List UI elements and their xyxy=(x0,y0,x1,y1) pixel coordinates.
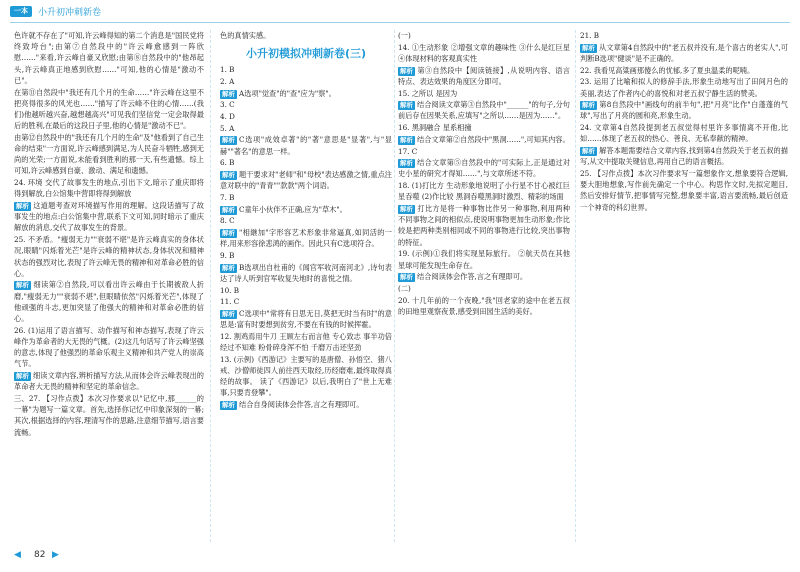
analysis-tag: 解析 xyxy=(222,401,235,410)
answer-paragraph xyxy=(398,248,570,270)
answer-text: "相継加"字形容艺术形象非常逼真,如同活的一样,用来形容徐悲鸿的画作。因此只有C选项符合。 xyxy=(220,228,392,249)
answer-text: 13. (示例)《西游记》主要写的是唐僧、孙悟空、猪八戒、沙僧师徒四人前往西天取经,历经磨难,最终取得真经的故事。 读了《西游记》以后,我明白了"世上无难事,只要肯登攀"。 xyxy=(220,354,392,398)
answer-paragraph xyxy=(398,157,570,179)
answer-paragraph xyxy=(220,157,392,168)
answer-paragraph xyxy=(580,99,788,121)
answer-text: C童年小伙伴不正确,应为"草木"。 xyxy=(239,204,347,214)
answer-paragraph xyxy=(220,354,392,399)
answer-text: 三、27. 【习作点拨】本次习作要求以"记忆中,那______的一幕"为题写一篇文章。首先,选择你记忆中印象深刻的一幕;其次,根据选择的内容,理清写作的思路,注意细节描写,语言要流畅。 xyxy=(14,394,204,437)
answer-text: 21. B xyxy=(580,31,599,40)
answer-text: 2. A xyxy=(220,76,235,86)
answer-text: 由第⑫自然段中的"我还有几个月的生命"及"他看到了自己生命的结束"一方面说,许云峰感到满足,为人民奋斗牺牲,感到无尚的光荣;一方面说,未能看到胜利的那一天,有些遗憾。综上可知,许云峰感到自豪、激动、满足和遗憾。 xyxy=(14,132,204,176)
answer-text: 16. 黑洞融合 星系相撞 xyxy=(398,123,472,133)
analysis-tag: 解析 xyxy=(222,309,235,318)
answer-paragraph xyxy=(398,271,570,282)
answer-text: A选项"觉查"的"查"应为"察"。 xyxy=(239,88,336,98)
answer-text: 5. A xyxy=(220,123,235,133)
analysis-tag: 解析 xyxy=(222,136,235,145)
answer-text: 17. C xyxy=(398,146,418,156)
column-divider xyxy=(210,30,211,542)
answer-text: 结合自身阅读体会作答,言之有理即可。 xyxy=(239,400,364,410)
answer-text: 9. B xyxy=(220,250,235,260)
answer-paragraph xyxy=(220,192,392,203)
answer-text: 8. C xyxy=(220,216,235,226)
answer-paragraph xyxy=(398,42,570,64)
answer-paragraph xyxy=(220,296,392,307)
analysis-tag: 解析 xyxy=(582,147,595,156)
answer-paragraph xyxy=(580,30,788,41)
answer-text: 25. 不矛盾。"瘦弱无力""衰弱不堪"是许云峰真实的身体状况,眼睛"闪烁着光芒"是许云峰的精神状态,身体状况和精神状态的强烈对比,表现了许云峰无畏的精神和对革命必胜的信心。 xyxy=(14,235,204,278)
analysis-tag: 解析 xyxy=(16,202,29,211)
answer-paragraph xyxy=(220,30,392,41)
answer-paragraph xyxy=(398,99,570,121)
analysis-tag: 解析 xyxy=(400,101,413,110)
answer-text: 3. C xyxy=(220,100,235,110)
header-divider xyxy=(10,22,790,23)
answer-paragraph xyxy=(580,65,788,76)
answer-text: 11. C xyxy=(220,297,240,307)
analysis-tag: 解析 xyxy=(400,159,413,168)
answer-paragraph xyxy=(14,325,204,370)
exam-title: 小升初模拟冲刺新卷(三) xyxy=(245,47,367,61)
answer-column-2 xyxy=(220,30,392,411)
answer-text: 7. B xyxy=(220,192,235,202)
answer-text: 18. (1)打比方 生动形象地说明了小行星不甘心被红巨星吞噬 (2)作比较 黑洞吞噬黑洞时激烈、精彩的场面 xyxy=(398,181,570,202)
header-title: 小升初冲刺新卷 xyxy=(38,8,102,18)
answer-paragraph xyxy=(580,168,788,213)
answer-paragraph xyxy=(220,88,392,99)
analysis-tag: 解析 xyxy=(222,229,235,238)
answer-text: 在第⑪自然段中"我还有几个月的生命……"许云峰在这里不把亮得很多的风光也……"描写了许云峰不住的心情……(我们)他越听越兴奋,越想越高兴"可见我们坚信党一定会取得最后的胜利,在最后的这段日子里,他的心情是"激动不已"。 xyxy=(14,87,204,131)
answer-paragraph xyxy=(220,399,392,410)
answer-text: 24. 文章第4自然段提到老五叔觉得村里许多事情离不开他,比如……体现了老五叔的热心、善良、无私奉献的精神。 xyxy=(580,123,788,144)
answer-paragraph xyxy=(398,295,570,317)
answer-text: 10. B xyxy=(220,285,239,295)
answer-paragraph xyxy=(398,146,570,157)
answer-text: 打比方是将一种事物比作另一种事物,利用两种不同事物之间的相似点,使说明事物更加生动形象;作比较是把两种类别相同或不同的事物进行比较,突出事物的特征。 xyxy=(398,204,570,247)
answer-paragraph xyxy=(580,76,788,98)
page-header xyxy=(0,0,800,24)
answer-column-1 xyxy=(14,30,204,438)
answer-paragraph xyxy=(220,134,392,156)
answer-paragraph xyxy=(14,87,204,132)
answer-text: C选项"成效卓著"的"著"意思是"显著",与"显赫""著名"的意思一样。 xyxy=(220,135,392,156)
answer-paragraph xyxy=(398,134,570,145)
answer-text: 20. 十几年前的一个夜晚,"我"回老家的途中在老五叔的田地里观察夜景,感受到田园生活的美好。 xyxy=(398,295,570,316)
answer-paragraph xyxy=(398,30,570,41)
answer-text: 这道题考查对环境描写作用的理解。这段话描写了故事发生的地点:白公馆集中营,联系下文可知,同时暗示了重庆解放的消息,交代了故事发生的背景。 xyxy=(14,201,204,233)
answer-paragraph xyxy=(14,393,204,438)
answer-paragraph xyxy=(220,262,392,284)
answer-text: 解答本题需要结合文章内容,找到第4自然段关于老五叔的描写,从文中提取关键信息,再用自己的语言概括。 xyxy=(580,146,788,167)
answer-text: C选项中"常将有日思无日,莫把无时当有时"的意思是:富有时要想到贫穷,不要在有钱的时候挥霍。 xyxy=(220,308,392,330)
answer-text: 第8自然段中"画线句的前半句",把"月亮"比作"白蓬蓬的气球",写出了月亮的圆和亮,形象生动。 xyxy=(580,100,788,121)
answer-paragraph xyxy=(14,177,204,199)
answer-text: 第③自然段中【阅读链接】,从说明内容、语言特点、表达效果的角度区分即可。 xyxy=(398,65,570,86)
answer-text: 23. 运用了比喻和拟人的修辞手法,形象生动地写出了田间月色的美丽,表达了作者内心的喜悦和对老五叔宁静生活的赞美。 xyxy=(580,77,788,98)
answer-text: 25. 【习作点拨】本次习作要求写一篇想象作文,想象要符合逻辑,要大胆地想象,写作前先确定一个中心。构思作文时,先拟定题目,然后安排好情节,把事情写完整,想象要丰富,语言要流畅,最后创造一个神奇的科幻世界。 xyxy=(580,168,788,212)
answer-text: (二) xyxy=(398,283,411,293)
answer-text: 色许就不存在了"可知,许云峰得知的第二个消息是"国民党将终致垮台";由第⑦自然段中的"许云峰愈感到一阵欣慰……"来看,许云峰自豪又欣慰;由第⑧自然段中的"他昂起头,许云峰真正地感到欣慰……"可知,他的心情是"激动不已"。 xyxy=(14,31,204,85)
answer-paragraph xyxy=(220,250,392,261)
answer-paragraph xyxy=(580,122,788,144)
answer-paragraph xyxy=(220,227,392,249)
answer-text: 22. 我看见高粱画那傻么的忧郁,多了夏虫温柔的呢喃。 xyxy=(580,65,755,75)
analysis-tag: 解析 xyxy=(222,205,235,214)
answer-paragraph xyxy=(220,76,392,87)
answer-paragraph xyxy=(220,123,392,134)
answer-text: 题干要求对"老师"和"母校"表达感激之情,重点注意对联中的"青青""款款"两个词语。 xyxy=(220,170,392,191)
answer-text: 结合文章第⑤自然段中的"可实际上,正是通过对史小星的研究才得知……",与文章所述不符。 xyxy=(398,158,570,179)
page-number: 82 xyxy=(34,550,46,560)
column-divider xyxy=(394,30,395,542)
answer-text: 6. B xyxy=(220,158,235,168)
answer-paragraph xyxy=(14,132,204,177)
answer-column-3 xyxy=(398,30,570,318)
answer-paragraph xyxy=(580,145,788,167)
answer-paragraph xyxy=(398,203,570,248)
answer-paragraph xyxy=(14,279,204,324)
analysis-tag: 解析 xyxy=(400,66,413,75)
answer-paragraph xyxy=(220,285,392,296)
answer-paragraph xyxy=(220,99,392,110)
answer-paragraph xyxy=(220,331,392,353)
answer-paragraph xyxy=(14,30,204,86)
next-page-icon[interactable]: ▶ xyxy=(52,550,59,560)
answer-paragraph xyxy=(398,122,570,133)
answer-text: 12. 割鸡焉用牛刀 王顾左右而言他 专心致志 事半功倍 经过不知难 粉骨碎身浑不怕 千磨万击还坚劲 xyxy=(220,331,392,353)
analysis-tag: 解析 xyxy=(582,43,595,52)
answer-text: 19. (示例)①我们将实现星际旅行。 ②航天员在其他星球可能发现生命存在。 xyxy=(398,249,570,270)
analysis-tag: 解析 xyxy=(222,89,235,98)
answer-text: 细读第②自然段,可以看出许云峰由于长期被敌人折磨,"瘦弱无力""衰弱不堪",但眼睛依然"闪烁着光芒",体现了他顽强的斗志,更加突显了他强大的精神和对革命必胜的信心。 xyxy=(14,280,204,324)
answer-paragraph xyxy=(220,111,392,122)
answer-paragraph xyxy=(220,64,392,75)
answer-text: 1. B xyxy=(220,65,235,75)
answer-text: 结合阅读体会作答,言之有理即可。 xyxy=(417,272,528,282)
answer-text: 4. D xyxy=(220,112,235,122)
analysis-tag: 解析 xyxy=(400,135,413,144)
answer-text: 结合文章第②自然段中"黑洞……",可知其内容。 xyxy=(417,134,570,144)
answer-paragraph xyxy=(398,88,570,99)
answer-text: 细读文章内容,辨析描写方法,从而体会许云峰表现出的革命者大无畏的精神和坚定的革命信念。 xyxy=(14,371,204,392)
answer-paragraph xyxy=(580,42,788,64)
answer-text: 结合阅读文章第③自然段中"______"的句子,分句前后存在因果关系,应填写"之所以……是因为……"。 xyxy=(398,100,570,121)
answer-column-4 xyxy=(580,30,788,213)
analysis-tag: 解析 xyxy=(222,263,235,272)
analysis-tag: 解析 xyxy=(16,372,29,381)
answer-paragraph xyxy=(398,65,570,87)
answer-text: 24. 环境 交代了故事发生的地点,引出下文,暗示了重庆即将得到解放,白公馆集中营即将得到解放 xyxy=(14,178,204,199)
answer-text: 从文章第4自然段中的"老五叔并没有,是个喜古的老实人",可判断B选项"健谈"是不正确的。 xyxy=(580,42,788,63)
column-divider xyxy=(575,30,576,542)
answer-text: (一) xyxy=(398,31,411,40)
prev-page-icon[interactable]: ◀ xyxy=(14,550,21,560)
answer-paragraph xyxy=(398,283,570,294)
answer-text: B选项出自杜甫的《闻官军收河南河北》,诗句表达了诗人听到官军收复失地时的喜悦之情。 xyxy=(220,262,392,283)
analysis-tag: 解析 xyxy=(16,281,29,290)
header-badge: 一本 xyxy=(10,6,32,17)
answer-paragraph xyxy=(14,234,204,279)
answer-text: 26. (1)运用了语言描写、动作描写和神态描写,表现了许云峰作为革命者的大无畏的气概。(2)这几句话写了许云峰坚强的意志,体现了他强烈的革命乐观主义精神和共产党人的崇高气节。 xyxy=(14,325,204,369)
analysis-tag: 解析 xyxy=(582,101,595,110)
answer-paragraph xyxy=(14,200,204,234)
answer-text: 色的真情实感。 xyxy=(220,31,271,40)
answer-paragraph xyxy=(220,308,392,330)
analysis-tag: 解析 xyxy=(222,171,235,180)
analysis-tag: 解析 xyxy=(400,205,413,214)
answer-text: 15. 之所以 是因为 xyxy=(398,88,458,98)
answer-paragraph xyxy=(220,215,392,226)
answer-paragraph xyxy=(220,204,392,215)
answer-text: 14. ①生动形象 ②增强文章的趣味性 ③什么是红巨星 ④体现材料的客观真实性 xyxy=(398,42,570,63)
analysis-tag: 解析 xyxy=(400,273,413,282)
answer-paragraph xyxy=(398,180,570,202)
answer-paragraph xyxy=(220,169,392,191)
answer-paragraph xyxy=(14,370,204,392)
